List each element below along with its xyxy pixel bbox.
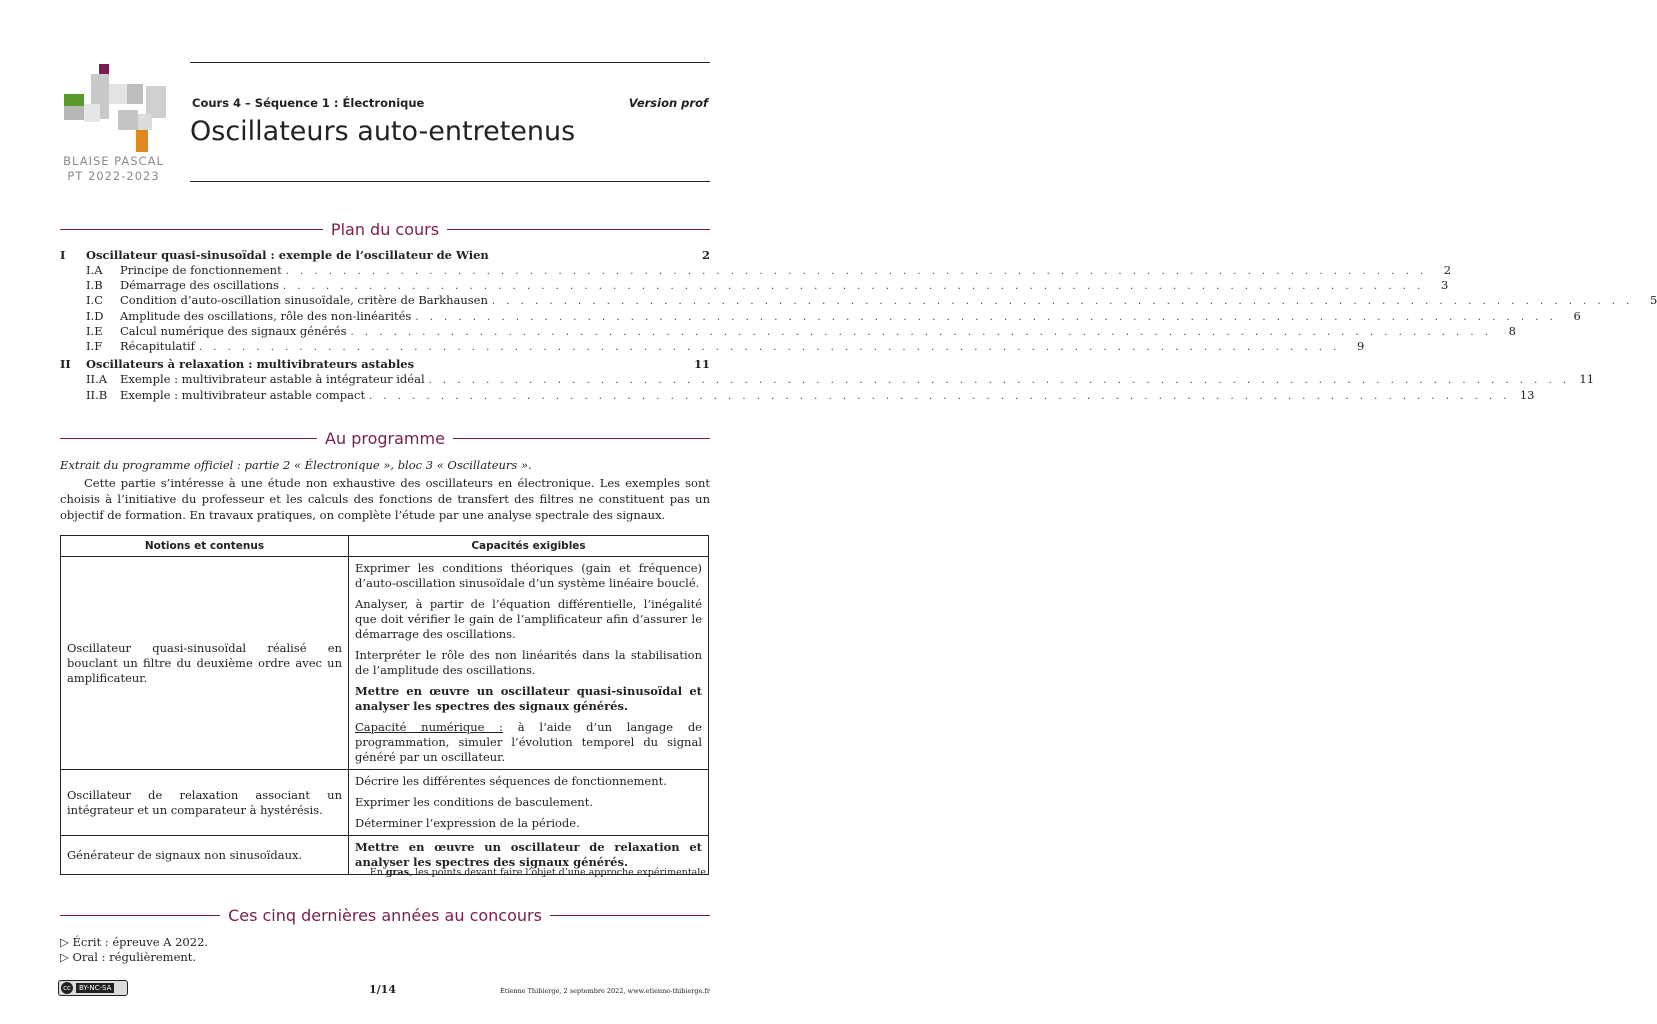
logo-text (56, 154, 171, 184)
capacity-item: Déterminer l’expression de la période. (355, 816, 580, 830)
toc-section-number: I (60, 247, 66, 262)
capacity-item-experimental: Mettre en œuvre un oscillateur quasi-sinusoïdal et analyser les spectres des signaux générés. (355, 684, 702, 713)
toc-subsection-number: I.C (86, 293, 103, 308)
capacites-cell (349, 557, 709, 770)
toc-subsection-label: Exemple : multivibrateur astable à intégrateur idéal (120, 372, 425, 387)
note-pre: En (369, 867, 386, 878)
notion-cell: Oscillateur quasi-sinusoïdal réalisé en bouclant un filtre du deuxième ordre avec un amplificateur. (61, 557, 349, 770)
programme-table (60, 535, 709, 875)
col-capacites: Capacités exigibles (349, 536, 709, 557)
concours-heading-text: Ces cinq dernières années au concours (228, 905, 542, 925)
concours-heading (60, 904, 710, 926)
version-label: Version prof (628, 96, 708, 110)
col-notions: Notions et contenus (61, 536, 349, 557)
toc-subsection-label: Démarrage des oscillations (120, 278, 279, 293)
toc-subsection[interactable] (60, 371, 1595, 387)
toc-leader-dots: . . . . . . . . . . . . . . . . . . . . . . . . . . . . . . . . . . . . . . . . . . . . . . . . . . . . . . . . . . . . . . . . . . . . . . . . . . . . . . . . (350, 327, 1492, 339)
toc-subsection[interactable] (60, 277, 1449, 293)
toc-leader-dots: . . . . . . . . . . . . . . . . . . . . . . . . . . . . . . . . . . . . . . . . . . . . . . . . . . . . . . . . . . . . . . . . . . . . . . . . . . . . . . . . (369, 390, 1511, 402)
toc-page-number: 11 (1579, 372, 1595, 387)
capacity-item-numerique (355, 720, 702, 765)
toc-subsection-number: II.A (86, 372, 108, 387)
capacity-item: Décrire les différentes séquences de fonctionnement. (355, 774, 667, 788)
toc-section-label: Oscillateur quasi-sinusoïdal : exemple de l’oscillateur de Wien (86, 247, 489, 262)
list-item (60, 935, 208, 950)
toc-subsection-label: Exemple : multivibrateur astable compact (120, 387, 366, 402)
plan-heading (60, 218, 710, 240)
toc-page-number: 11 (693, 356, 710, 371)
numerique-text: à l’aide d’un langage de programmation, simuler l’évolution temporel du signal généré par un oscillateur. (355, 720, 702, 764)
programme-heading-text: Au programme (325, 428, 445, 448)
notion-cell: Oscillateur de relaxation associant un intégrateur et un comparateur à hystérésis. (61, 770, 349, 836)
toc-subsection[interactable] (60, 338, 1365, 354)
toc-page-number: 3 (1440, 278, 1449, 293)
table-note (60, 867, 709, 878)
note-bold: gras (385, 867, 410, 878)
toc-subsection-label: Amplitude des oscillations, rôle des non-linéarités (120, 308, 412, 323)
toc-subsection-number: I.A (86, 262, 103, 277)
capacity-item-experimental: Mettre en œuvre un oscillateur de relaxation et analyser les spectres des signaux générés. (355, 840, 702, 869)
table-of-contents (60, 244, 1657, 402)
list-item (60, 950, 208, 965)
toc-section-label: Oscillateurs à relaxation : multivibrateurs astables (86, 356, 415, 371)
plan-heading-text: Plan du cours (330, 219, 440, 239)
toc-subsection[interactable] (60, 292, 1657, 308)
toc-subsection-number: II.B (86, 387, 108, 402)
school-year: PT 2022-2023 (67, 169, 160, 183)
toc-page-number: 5 (1650, 293, 1657, 308)
toc-subsection[interactable] (60, 323, 1516, 339)
toc-page-number: 2 (1443, 262, 1452, 277)
capacity-item: Exprimer les conditions théoriques (gain et fréquence) d’auto-oscillation sinusoïdale d’un système linéaire bouclé. (355, 561, 702, 590)
license-badge (58, 980, 128, 996)
programme-extract: Extrait du programme officiel : partie 2 « Électronique », bloc 3 « Oscillateurs ». (60, 458, 532, 472)
toc-page-number: 9 (1357, 339, 1365, 354)
license-text: BY-NC-SA (76, 983, 114, 993)
toc-section-number: II (60, 356, 71, 371)
toc-subsection-label: Récapitulatif (120, 339, 195, 354)
course-label: Cours 4 – Séquence 1 : Électronique (192, 96, 425, 110)
toc-page-number: 6 (1573, 308, 1581, 323)
programme-heading (60, 427, 710, 449)
toc-subsection-label: Calcul numérique des signaux générés (120, 324, 347, 339)
toc-leader-dots: . . . . . . . . . . . . . . . . . . . . . . . . . . . . . . . . . . . . . . . . . . . . . . . . . . . . . . . . . . . . . . . . . . . . . . . . . . . . . . . . (282, 281, 1425, 293)
capacity-item: Exprimer les conditions de basculement. (355, 795, 593, 809)
toc-leader-dots: . . . . . . . . . . . . . . . . . . . . . . . . . . . . . . . . . . . . . . . . . . . . . . . . . . . . . . . . . . . . . . . . . . . . . . . . . . . . . . . . (198, 342, 1341, 354)
list-item-text: Oral : régulièrement. (72, 950, 197, 964)
toc-subsection-label: Condition d’auto-oscillation sinusoïdale, critère de Barkhausen (120, 293, 488, 308)
concours-list (60, 935, 208, 965)
header-top-rule (190, 62, 710, 63)
table-row (61, 770, 709, 836)
toc-page-number: 2 (701, 247, 710, 262)
programme-intro: Cette partie s’intéresse à une étude non exhaustive des oscillateurs en électronique. Les exemples sont choisis à l’initiative du professeur et les calculs des fonctions de transfert des filtres ne constituent pas un objectif de formation. En travaux pratiques, on complète l’étude par une analyse spectrale des signaux. (60, 476, 710, 522)
toc-leader-dots: . . . . . . . . . . . . . . . . . . . . . . . . . . . . . . . . . . . . . . . . . . . . . . . . . . . . . . . . . . . . . . . . . . . . . . . . . . . . . . . . (428, 375, 1571, 387)
triangle-bullet-icon: ▷ (60, 950, 73, 964)
table-row (61, 557, 709, 770)
toc-subsection-number: I.B (86, 278, 103, 293)
toc-leader-dots: . . . . . . . . . . . . . . . . . . . . . . . . . . . . . . . . . . . . . . . . . . . . . . . . . . . . . . . . . . . . . . . . . . . . . . . . . . . . . . . . (285, 265, 1428, 277)
toc-section[interactable] (60, 355, 710, 371)
header-bottom-rule (190, 181, 710, 182)
notion-cell: Générateur de signaux non sinusoïdaux. (61, 836, 349, 875)
page-title: Oscillateurs auto-entretenus (190, 116, 576, 147)
school-name: BLAISE PASCAL (63, 154, 164, 168)
toc-section[interactable] (60, 246, 710, 262)
toc-subsection[interactable] (60, 386, 1535, 402)
toc-subsection-number: I.F (86, 339, 103, 354)
toc-subsection-number: I.D (86, 308, 104, 323)
table-header-row (61, 536, 709, 557)
toc-leader-dots: . . . . . . . . . . . . . . . . . . . . . . . . . . . . . . . . . . . . . . . . . . . . . . . . . . . . . . . . . . . . . . . . . . . . . . . . . . . . . . . . (415, 311, 1557, 323)
capacity-item: Interpréter le rôle des non linéarités dans la stabilisation de l’amplitude des oscillations. (355, 648, 702, 677)
toc-subsection-number: I.E (86, 324, 103, 339)
author-credit: Étienne Thibierge, 2 septembre 2022, www.etienne-thibierge.fr (500, 987, 710, 995)
note-post: , les points devant faire l’objet d’une approche expérimentale. (409, 867, 709, 878)
toc-subsection-label: Principe de fonctionnement (120, 262, 282, 277)
toc-subsection[interactable] (60, 262, 1452, 277)
toc-subsection[interactable] (60, 307, 1581, 323)
capacites-cell (349, 770, 709, 836)
cc-icon: cc (61, 982, 73, 994)
numerique-label: Capacité numérique : (355, 720, 504, 734)
triangle-bullet-icon: ▷ (60, 935, 73, 949)
toc-page-number: 13 (1519, 387, 1535, 402)
capacity-item: Analyser, à partir de l’équation différentielle, l’inégalité que doit vérifier le gain de l’amplificateur afin d’assurer le démarrage des oscillations. (355, 597, 702, 641)
page-number: 1/14 (369, 983, 396, 996)
toc-leader-dots: . . . . . . . . . . . . . . . . . . . . . . . . . . . . . . . . . . . . . . . . . . . . . . . . . . . . . . . . . . . . . . . . . . . . . . . . . . . . . . . . (491, 296, 1634, 308)
toc-page-number: 8 (1508, 324, 1516, 339)
list-item-text: Écrit : épreuve A 2022. (72, 935, 209, 949)
